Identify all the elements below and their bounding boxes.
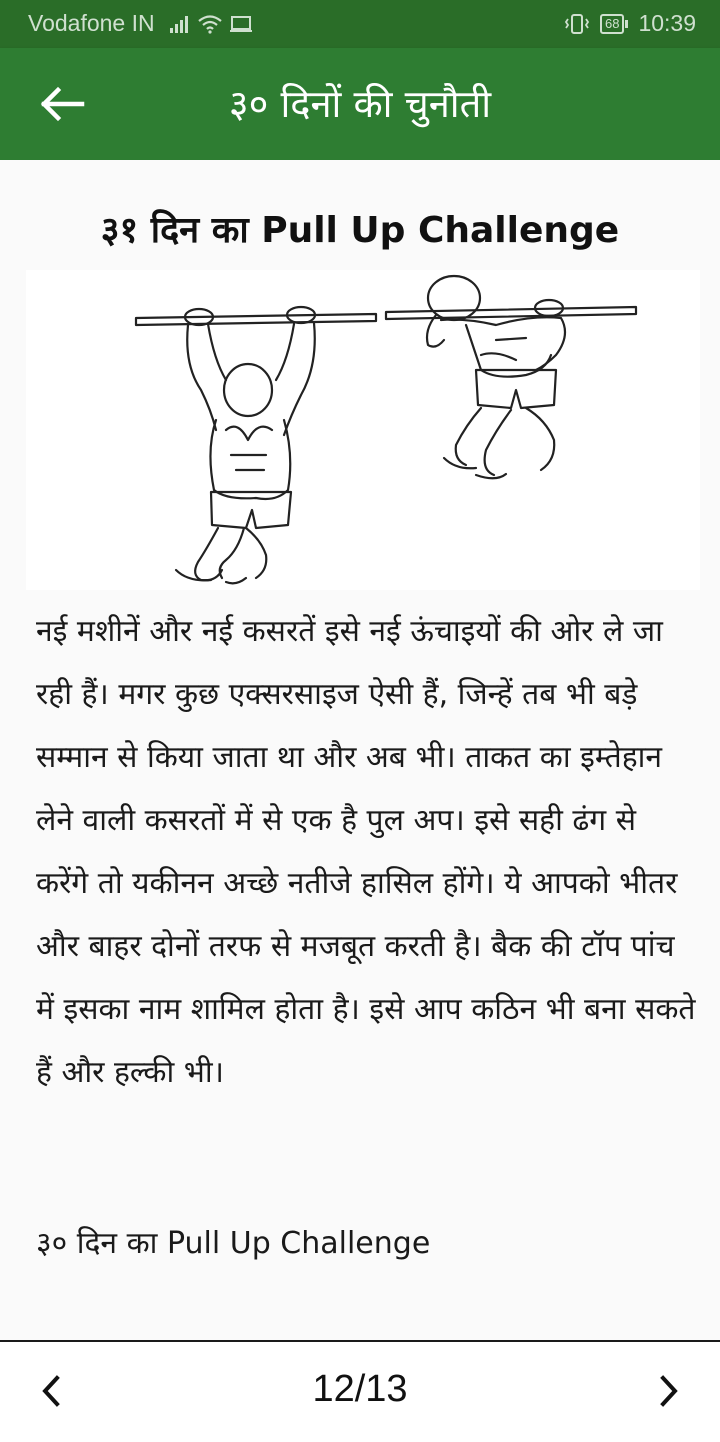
page-indicator: 12/13 bbox=[312, 1368, 408, 1410]
next-page-button[interactable] bbox=[642, 1364, 696, 1418]
pull-up-illustration bbox=[26, 270, 700, 590]
battery-icon bbox=[600, 14, 628, 34]
status-left bbox=[28, 10, 253, 37]
clock: 10:39 bbox=[638, 10, 696, 36]
chevron-right-icon bbox=[657, 1374, 681, 1408]
screen-cast-icon bbox=[229, 14, 253, 34]
status-right bbox=[564, 10, 696, 37]
app-title: ३० दिनों की चुनौती bbox=[228, 82, 492, 126]
battery-tip bbox=[625, 20, 628, 28]
article-title: ३१ दिन का Pull Up Challenge bbox=[100, 210, 620, 251]
battery-level: 68 bbox=[600, 14, 624, 34]
article-content bbox=[0, 160, 720, 1340]
wifi-icon bbox=[197, 14, 223, 34]
signal-icon bbox=[169, 14, 191, 34]
article-body: नई मशीनें और नई कसरतें इसे नई ऊंचाइयों की ओर ले जा रही हैं। मगर कुछ एक्सरसाइज ऐसी हैं, जिन्हें तब भी बड़े सम्मान से किया जाता था और अब भी। ताकत का इम्तेहान लेने वाली कसरतों में से एक है पुल अप। इसे सही ढंग से करेंगे तो यकीनन अच्छे नतीजे हासिल होंगे। ये आपको भीतर और बाहर दोनों तरफ से मजबूत करती है। बैक की टॉप पांच में इसका नाम शामिल होता है। इसे आप कठिन भी बना सकते हैं और हल्की भी। bbox=[36, 614, 696, 1090]
article-subtitle: ३० दिन का Pull Up Challenge bbox=[36, 1226, 431, 1261]
status-bar bbox=[0, 0, 720, 48]
bottom-nav bbox=[0, 1340, 720, 1442]
app-bar bbox=[0, 48, 720, 160]
carrier-label: Vodafone IN bbox=[28, 10, 155, 36]
pull-up-drawing bbox=[26, 270, 700, 590]
vibrate-icon bbox=[564, 13, 590, 35]
network-icons bbox=[169, 14, 253, 34]
